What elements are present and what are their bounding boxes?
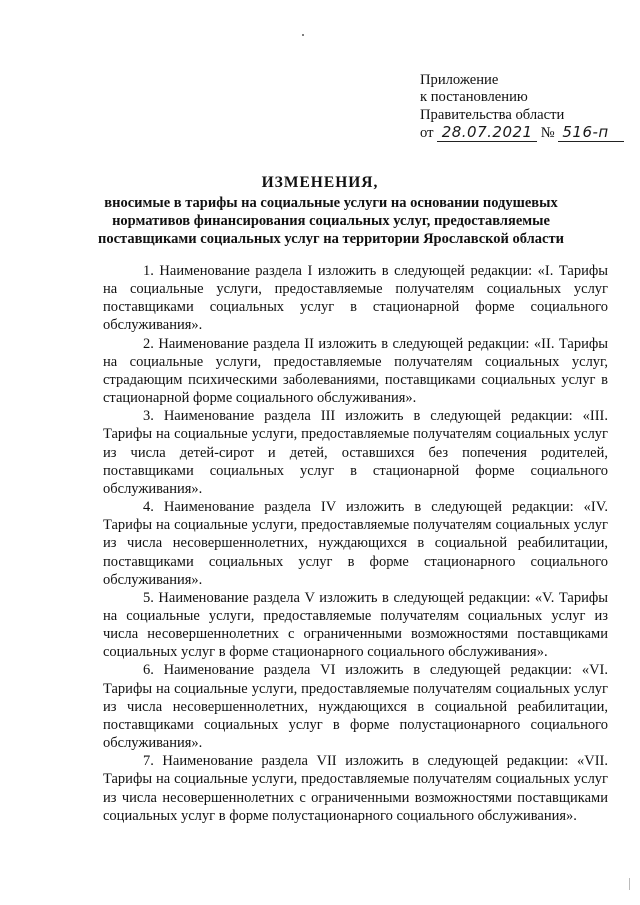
document-body xyxy=(103,262,608,825)
handwritten-number: 516-п xyxy=(558,124,624,142)
list-item: 1. Наименование раздела I изложить в следующей редакции: «I. Тарифы на социальные услуги, предоставляемые получателям социальных услуг поставщиками социальных услуг в стационарной форме социального обслуживания». xyxy=(103,263,608,334)
attachment-line-3: Правительства области xyxy=(420,106,565,123)
scan-edge-mark xyxy=(629,878,630,890)
document-subtitle: вносимые в тарифы на социальные услуги на основании подушевых нормативов финансирования социальных услуг, предоставляемые поставщиками социальных услуг на территории Ярославской области xyxy=(98,195,564,248)
list-item: 7. Наименование раздела VII изложить в следующей редакции: «VII. Тарифы на социальные услуги, предоставляемые получателям социальных услуг из числа несовершеннолетних с ограниченными возможностями поставщиками социальных услуг в форме полустационарного социального обслуживания». xyxy=(103,753,608,824)
document-title: ИЗМЕНЕНИЯ, xyxy=(261,174,379,191)
attachment-line-1: Приложение xyxy=(420,72,499,88)
attachment-line-2: к постановлению xyxy=(420,89,528,106)
list-item: 6. Наименование раздела VI изложить в следующей редакции: «VI. Тарифы на социальные услуги, предоставляемые получателям социальных услуг из числа несовершеннолетних, нуждающихся в социальной реабилитации, поставщиками социальных услуг в форме полустационарного социального обслуживания». xyxy=(103,662,608,752)
handwritten-date: 28.07.2021 xyxy=(437,124,537,142)
number-sign: № xyxy=(540,124,555,141)
list-item: 2. Наименование раздела II изложить в следующей редакции: «II. Тарифы на социальные услуги, предоставляемые получателям социальных услуг, страдающим психическими заболеваниями, поставщиками социальных услуг в стационарной форме социального обслуживания». xyxy=(103,335,608,407)
list-item: 3. Наименование раздела III изложить в следующей редакции: «III. Тарифы на социальные услуги, предоставляемые получателям социальных услуг из числа детей-сирот и детей, оставшихся без попечения родителей, поставщиками социальных услуг в стационарной форме социального обслуживания». xyxy=(103,408,608,497)
from-prefix: от xyxy=(420,124,434,141)
attachment-block xyxy=(420,72,635,142)
attachment-date-number-line xyxy=(420,124,635,142)
list-item: 5. Наименование раздела V изложить в следующей редакции: «V. Тарифы на социальные услуги, предоставляемые получателям социальных услуг из числа несовершеннолетних с ограниченными возможностями поставщиками социальных услуг в форме стационарного социального обслуживания». xyxy=(103,589,608,661)
scan-speck xyxy=(302,34,304,36)
list-item: 4. Наименование раздела IV изложить в следующей редакции: «IV. Тарифы на социальные услуги, предоставляемые получателям социальных услуг из числа несовершеннолетних, нуждающихся в социальной реабилитации, поставщиками социальных услуг в форме стационарного социального обслуживания». xyxy=(103,499,608,588)
